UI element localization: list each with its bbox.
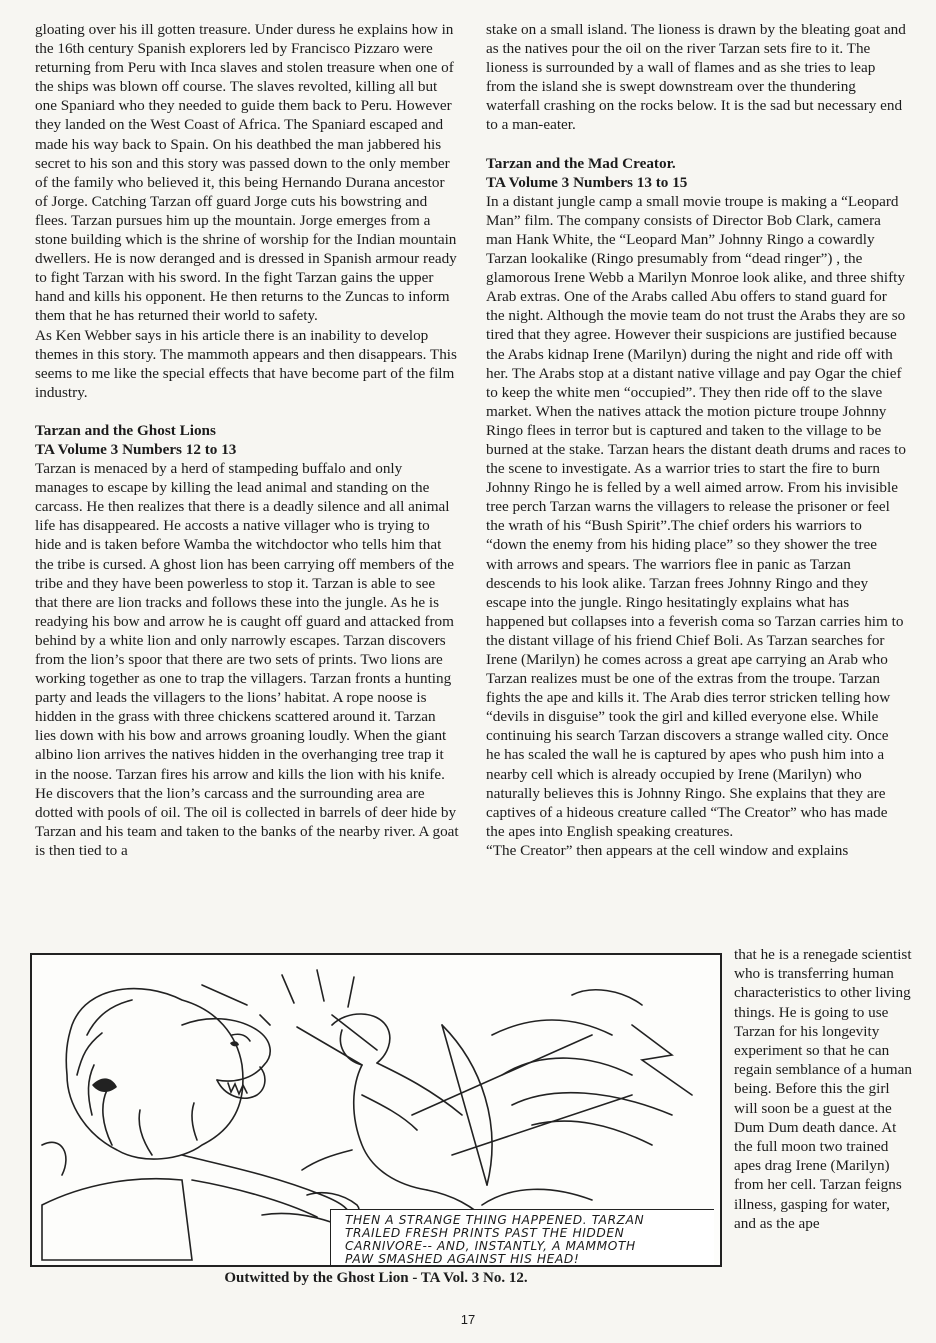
comic-caption-line: PAW SMASHED AGAINST HIS HEAD!	[345, 1252, 580, 1266]
section-subheading-ghost-lions: TA Volume 3 Numbers 12 to 13	[35, 440, 237, 458]
comic-caption-line: TRAILED FRESH PRINTS PAST THE HIDDEN	[345, 1226, 625, 1240]
left-paragraph-3: Tarzan is menaced by a herd of stampeding buffalo and only manages to escape by killing the lead animal and standing on the carcass. He then realizes that there is a deadly silence and all animal life has disappeared. He accosts a native villager who is trying to hide and is taken before Wamba the witchdoctor who tells him that the tribe is cursed. A ghost lion has been carrying off members of the tribe and they have been powerless to stop it. Tarzan is able to see that there are lion tracks and follows these into the jungle. As he is readying his bow and arrow he is caught off guard and attacked from behind by a white lion and only narrowly escapes. Tarzan discovers from the lion’s spoor that there are two sets of prints. Two lions are working together as one to trap the villagers. Tarzan fronts a hunting party and leads the villagers to the lions’ habitat. A rope noose is hidden in the grass with three chickens scattered around it. Tarzan lies down with his bow and arrows groaning loudly. When the giant albino lion arrives the natives hidden in the overhanging tree trap it in the noose. Tarzan fires his arrow and kills the lion with his knife. He discovers that the lion’s carcass and the surrounding area are dotted with pools of oil. The oil is collected in barrels of deer hide by Tarzan and his team and taken to the banks of the nearby river. A goat is then tied to a	[35, 460, 459, 859]
section-heading-ghost-lions: Tarzan and the Ghost Lions	[35, 421, 216, 439]
left-paragraph-1: gloating over his ill gotten treasure. Under duress he explains how in the 16th century Spanish explorers led by Francisco Pizzaro were returning from Peru with Inca slaves and stolen treasure when one of the ships was blown off course. The slaves revolted, killing all but one Spaniard who they needed to guide them back to Peru. However they landed on the West Coast of Africa. The Spaniard escaped and made his way back to Spain. On his deathbed the man jabbered his secret to his son and this story was passed down to the only member of the family who believed it, this being Hernando Durana ancestor of Jorge. Catching Tarzan off guard Jorge cuts his bowstring and flees. Tarzan pursues him up the mountain. Jorge emerges from a stone building which is the shrine of worship for the Indian mountain dwellers. He is now deranged and is dressed in Spanish armour ready to fight Tarzan with his sword. In the fight Tarzan gains the upper hand and kills his opponent. He then returns to the Zuncas to inform them that he has returned their world to safety.	[35, 21, 457, 325]
wrapped-paragraph: that he is a renegade scientist who is transferring human characteristics to other living things. He is going to use Tarzan for his longevity experiment so that he can regain semblance of a human being. Before this the girl will soon be a guest at the Dum Dum death dance. At the full moon two trained apes drag Irene (Marilyn) from her cell. Tarzan feigns illness, gasping for water, and as the ape	[734, 946, 912, 1232]
left-column	[35, 20, 459, 860]
right-paragraph-2: In a distant jungle camp a small movie troupe is making a “Leopard Man” film. The company consists of Director Bob Clark, camera man Hank White, the “Leopard Man” Johnny Ringo a cowardly Tarzan lookalike (Ringo presumably from “dead ringer”) , the glamorous Irene Webb a Marilyn Monroe look alike, and three shifty Arab extras. One of the Arabs called Abu offers to stand guard for the night. Although the movie team do not trust the Arabs they are so tired that they agree. However their suspicions are justified because the Arabs kidnap Irene (Marilyn) during the night and ride off with her. The Arabs stop at a distant native village and pay Ogar the chief to keep the white men “occupied”. They then ride off to the slave market. When the natives attack the motion picture troupe Johnny Ringo flees in terror but is captured and taken to the village to be burned at the stake. Tarzan hears the distant death drums and races to the scene to investigate. As a warrior tries to start the fire to burn Johnny Ringo he is felled by a well aimed arrow. From his invisible tree perch Tarzan warns the villagers to release the prisoner or feel the wrath of his “Bush Spirit”.The chief orders his warriors to “down the enemy from his hiding place” so they shower the tree with arrows and spears. The warriors flee in panic as Tarzan descends to his look alike. Tarzan frees Johnny Ringo and they escape into the jungle. Ringo hesitatingly explains what has happened but collapses into a feverish coma so Tarzan carries him to the distant village of his friend Chief Boli. As Tarzan searches for Irene (Marilyn) he comes across a great ape carrying an Arab who Tarzan realizes must be one of the extras from the troupe. Tarzan fights the ape and kills it. The Arab dies terror stricken telling how “devils in disguise” took the girl and killed everyone else. While continuing his search Tarzan discovers a strange walled city. Once he has scaled the wall he is captured by apes who push him into a nearby cell which is already occupied by Irene (Marilyn) who naturally believes this is Johnny Ringo. She explains that they are captives of a hideous creature called “The Creator” who has made the apes into English speaking creatures.	[486, 192, 906, 840]
right-paragraph-1: stake on a small island. The lioness is drawn by the bleating goat and as the natives pour the oil on the river Tarzan sets fire to it. The lioness is surrounded by a wall of flames and as she tries to leap from the island she is swept downstream over the thundering waterfall crashing on the rocks below. It is the sad but necessary end to a man-eater.	[486, 21, 906, 134]
figure-caption: Outwitted by the Ghost Lion - TA Vol. 3 No. 12.	[224, 1270, 528, 1286]
page-number: 17	[460, 1312, 476, 1327]
comic-caption-box	[330, 1209, 714, 1265]
left-paragraph-2: As Ken Webber says in his article there is an inability to develop themes in this story. The mammoth appears and then disappears. This seems to me like the special effects that have become part of the film industry.	[35, 326, 457, 401]
right-paragraph-3-start: “The Creator” then appears at the cell window and explains	[486, 841, 849, 859]
right-column	[486, 20, 906, 860]
comic-caption-line: CARNIVORE-- AND, INSTANTLY, A MAMMOTH	[345, 1239, 636, 1253]
comic-caption-line: THEN A STRANGE THING HAPPENED. TARZAN	[345, 1213, 645, 1227]
section-heading-mad-creator: Tarzan and the Mad Creator.	[486, 154, 676, 172]
section-subheading-mad-creator: TA Volume 3 Numbers 13 to 15	[486, 173, 688, 191]
